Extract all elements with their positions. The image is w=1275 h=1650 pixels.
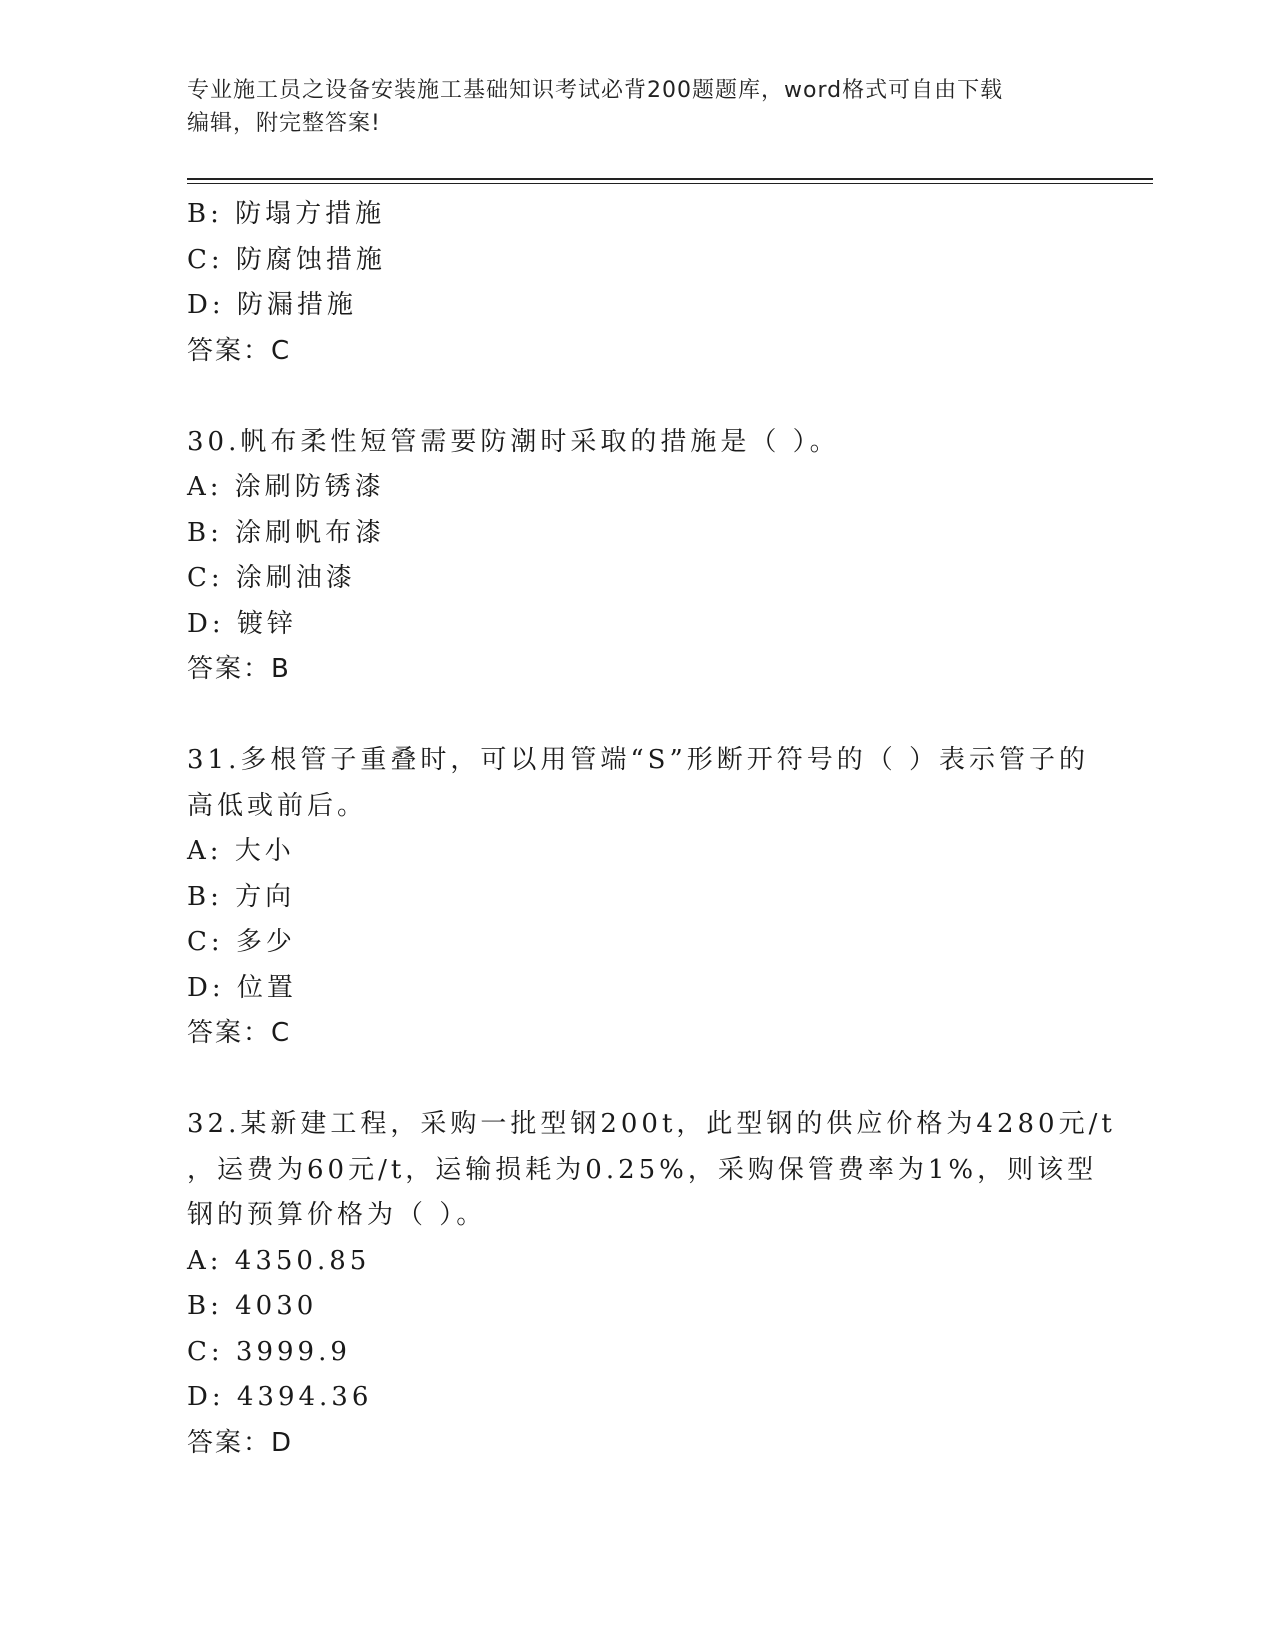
option-b: B: 涂刷帆布漆 [187,517,386,548]
question-text: 30.帆布柔性短管需要防潮时采取的措施是（ ）。 [187,426,840,457]
option-c: C: 多少 [187,927,296,957]
question-block-32 [187,1102,1116,1466]
option-c: C: 3999.9 [187,1336,351,1367]
header-divider-thick [187,178,1153,180]
answer-line: 答案：B [187,654,291,684]
option-b: B: 防塌方措施 [187,199,386,229]
option-d: D: 4394.36 [187,1382,373,1412]
question-block-31 [187,738,1090,1057]
header-title-line-1: 专业施工员之设备安装施工基础知识考试必背200题题库，word格式可自由下载 [187,78,1004,103]
option-a: A: 大小 [187,836,295,866]
spacer [187,693,1067,739]
option-b: B: 方向 [187,881,296,912]
answer-line: 答案：C [187,335,292,366]
option-a: A: 涂刷防锈漆 [187,472,385,502]
header-title-line-2: 编辑，附完整答案! [187,111,381,136]
answer-line: 答案：D [187,1427,294,1458]
option-d: D: 防漏措施 [187,290,357,320]
option-d: D: 镀锌 [187,608,297,639]
question-block-30 [187,420,1067,693]
header-divider-thin [187,183,1153,184]
option-a: A: 4350.85 [187,1245,371,1276]
option-c: C: 涂刷油漆 [187,563,356,593]
spacer [187,374,1067,420]
option-c: C: 防腐蚀措施 [187,244,386,275]
option-d: D: 位置 [187,972,297,1003]
question-list [187,192,1116,1466]
question-text-line-2: ，运费为60元/t，运输损耗为0.25%，采购保管费率为1%，则该型 [187,1154,1098,1185]
spacer [187,1057,1067,1103]
document-header [187,74,1067,140]
question-text-line-3: 钢的预算价格为（ ）。 [187,1200,487,1230]
question-text-line-1: 32.某新建工程，采购一批型钢200t，此型钢的供应价格为4280元/t [187,1109,1116,1139]
question-text-line-2: 高低或前后。 [187,790,368,821]
answer-line: 答案：C [187,1018,292,1048]
question-text-line-1: 31.多根管子重叠时，可以用管端“S”形断开符号的（ ）表示管子的 [187,745,1090,775]
question-block-29 [187,192,1067,374]
option-b: B: 4030 [187,1291,318,1321]
